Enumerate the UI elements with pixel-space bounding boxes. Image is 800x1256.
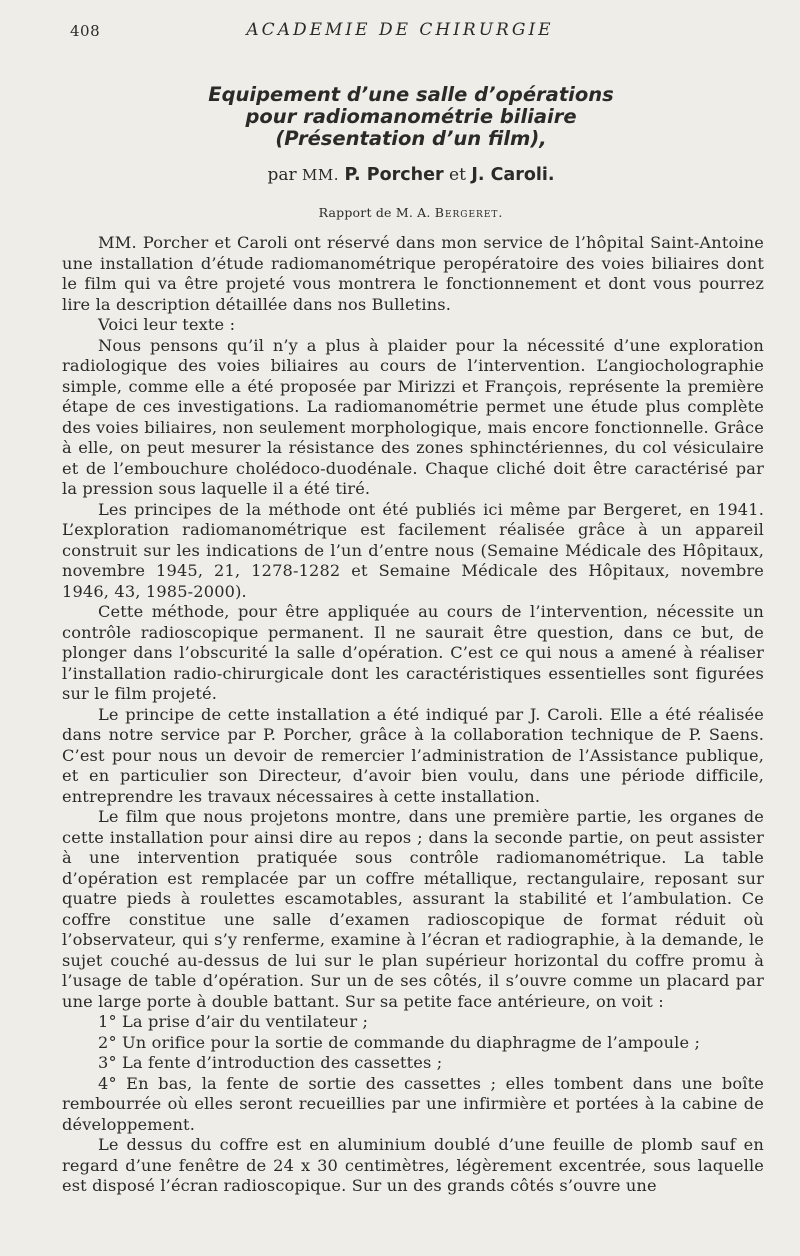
list-item: 2° Un orifice pour la sortie de commande du diaphragme de l’ampoule ;	[98, 1032, 701, 1052]
author-name-1: P. Porcher	[344, 165, 444, 185]
paragraph: Le film que nous projetons montre, dans une première partie, les organes de cette installation pour ainsi dire au repos ; dans la seconde partie, on peut assister à une intervention pratiquée sous contrôle radiomanométrique. La table d’opération est remplacée par un coffre métallique, rectangulaire, reposant sur quatre pieds à roulettes escamotables, assurant la stabilité et l’ambulation. Ce coffre constitue une salle d’examen radioscopique de format réduit où l’observateur, qui s’y renferme, examine à l’écran et radiographie, à la demande, le sujet couché au-dessus de lui sur le plan supérieur horizontal du coffre promu à l’usage de table d’opération. Sur un de ses côtés, il s’ouvre comme un placard par une large porte à double battant. Sur sa petite face antérieure, on voit :	[62, 807, 764, 1011]
paragraph: MM. Porcher et Caroli ont réservé dans mon service de l’hôpital Saint-Antoine une installation d’étude radiomanométrique peropératoire des voies biliaires dont le film qui va être projeté vous montrera le fonctionnement et dont vous pourrez lire la description détaillée dans nos Bulletins.	[62, 233, 764, 314]
author-name-2: J. Caroli.	[471, 165, 555, 185]
byline-prefix: par	[267, 165, 297, 185]
article-title-line-1: Equipement d’une salle d’opérations	[208, 83, 614, 106]
author-byline	[70, 164, 752, 186]
article-title-line-3: (Présentation d’un film),	[275, 127, 547, 150]
journal-title: ACADEMIE DE CHIRURGIE	[246, 20, 554, 40]
paragraph: Le dessus du coffre est en aluminium doublé d’une feuille de plomb sauf en regard d’une fenêtre de 24 x 30 centimètres, légèrement excentrée, sous laquelle est disposé l’écran radioscopique. Sur un des grands côtés s’ouvre une	[62, 1135, 764, 1195]
rapport-line	[70, 204, 752, 222]
article-title-block	[70, 84, 752, 222]
running-header	[0, 20, 800, 46]
list-item: 1° La prise d’air du ventilateur ;	[98, 1012, 369, 1031]
paragraph: Le principe de cette installation a été indiqué par J. Caroli. Elle a été réalisée dans notre service par P. Porcher, grâce à la collaboration technique de P. Saens. C’est pour nous un devoir de remercier l’administration de l’Assistance publique, et en particulier son Directeur, d’avoir bien voulu, dans une période difficile, entreprendre les travaux nécessaires à cette installation.	[62, 704, 764, 806]
paragraph: Les principes de la méthode ont été publiés ici même par Bergeret, en 1941. L’exploration radiomanométrique est facilement réalisée grâce à un appareil construit sur les indications de l’un d’entre nous (Semaine Médicale des Hôpitaux, novembre 1945, 21, 1278-1282 et Semaine Médicale des Hôpitaux, novembre 1946, 43, 1985-2000).	[62, 499, 764, 601]
list-item: 3° La fente d’introduction des cassettes ;	[98, 1053, 443, 1072]
list-item: 4° En bas, la fente de sortie des cassettes ; elles tombent dans une boîte rembourrée où elles seront recueillies par une infirmière et portées à la cabine de développement.	[62, 1073, 764, 1134]
paragraph: Nous pensons qu’il n’y a plus à plaider pour la nécessité d’une exploration radiologique des voies biliaires au cours de l’intervention. L’angiocholographie simple, comme elle a été proposée par Mirizzi et François, représente la première étape de ces investigations. La radiomanométrie permet une étude plus complète des voies biliaires, non seulement morphologique, mais encore fonctionnelle. Grâce à elle, on peut mesurer la résistance des zones sphinctériennes, du col vésiculaire et de l’embouchure cholédoco-duodénale. Chaque cliché doit être caractérisé par la pression sous laquelle il a été tiré.	[62, 335, 764, 498]
page-number: 408	[70, 22, 101, 40]
article-body	[62, 233, 764, 1197]
paragraph: Cette méthode, pour être appliquée au cours de l’intervention, nécessite un contrôle radioscopique permanent. Il ne saurait être question, dans ce but, de plonger dans l’obscurité la salle d’opération. C’est ce qui nous a amené à réaliser l’installation radio-chirurgicale dont les caractéristiques essentielles sont figurées sur le film projeté.	[62, 602, 764, 703]
article-title-line-2: pour radiomanométrie biliaire	[245, 105, 577, 128]
byline-conjunction: et	[449, 165, 466, 185]
rapport-prefix: Rapport de M. A.	[318, 205, 431, 220]
paragraph: Voici leur texte :	[98, 315, 236, 334]
byline-abbrev: MM.	[302, 166, 340, 184]
rapport-name: Bergeret.	[434, 205, 504, 220]
